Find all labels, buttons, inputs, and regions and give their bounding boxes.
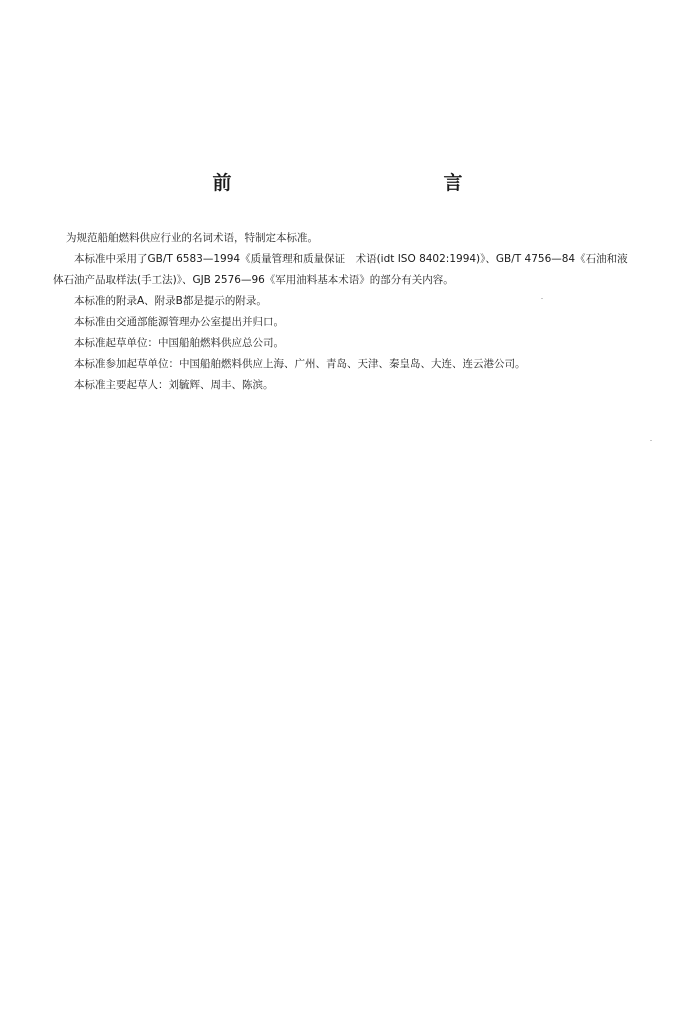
paragraph-drafting-unit: 本标准起草单位：中国船舶燃料供应总公司。 — [74, 337, 284, 349]
paragraph-proposer: 本标准由交通部能源管理办公室提出并归口。 — [74, 316, 284, 328]
paragraph-purpose: 为规范船舶燃料供应行业的名词术语，特制定本标准。 — [66, 232, 318, 244]
paragraph-references: 本标准中采用了GB/T 6583—1994《质量管理和质量保证 术语(idt ISO 8402:1994)》、GB/T 4756—84《石油和液体石油产品取样法(手工法)》、GJB 2576—96《军用油料基本术语》的部分有关内容。 — [53, 253, 628, 286]
paragraph-drafters: 本标准主要起草人：刘毓辉、周丰、陈滨。 — [74, 379, 274, 391]
paragraph-participating-units: 本标准参加起草单位：中国船舶燃料供应上海、广州、青岛、天津、秦皇岛、大连、连云港公司。 — [74, 358, 526, 370]
foreword-body — [53, 228, 633, 396]
page-title: 前 言 — [212, 172, 521, 194]
scan-speck — [541, 298, 543, 299]
paragraph-appendix: 本标准的附录A、附录B都是提示的附录。 — [74, 295, 267, 307]
scan-speck — [650, 440, 652, 441]
